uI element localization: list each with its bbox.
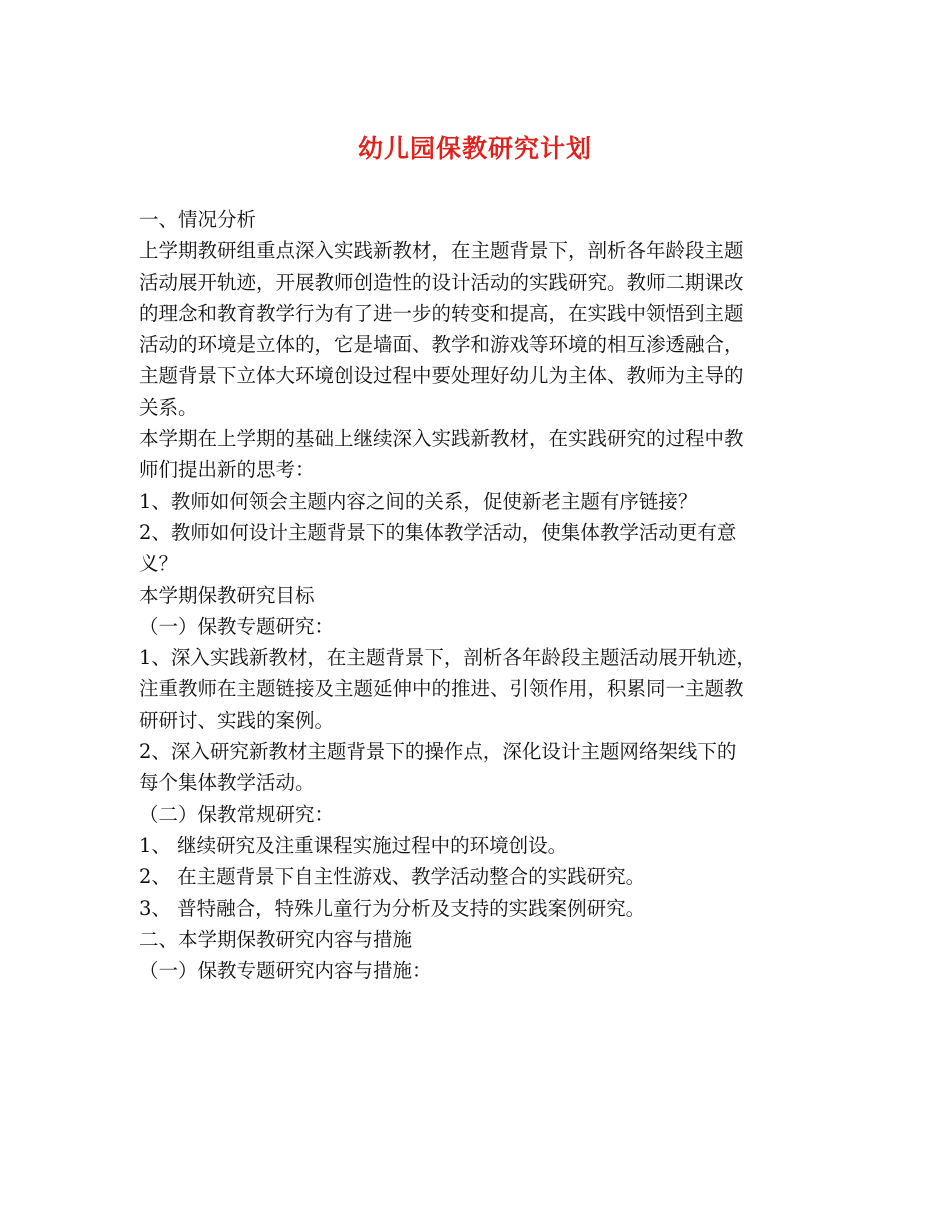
list-item: 1、深入实践新教材，在主题背景下，剖析各年龄段主题活动展开轨迹， xyxy=(139,646,756,670)
list-item: 研研讨、实践的案例。 xyxy=(139,708,335,732)
document-title: 幼儿园保教研究计划 xyxy=(357,134,592,163)
list-item: 3、 普特融合，特殊儿童行为分析及支持的实践案例研究。 xyxy=(139,896,646,920)
list-item: 1、教师如何领会主题内容之间的关系，促使新老主题有序链接？ xyxy=(139,489,698,513)
paragraph-line: 活动的环境是立体的，它是墙面、教学和游戏等环境的相互渗透融合， xyxy=(139,333,744,357)
list-item: 2、 在主题背景下自主性游戏、教学活动整合的实践研究。 xyxy=(139,865,646,889)
paragraph-line: 本学期在上学期的基础上继续深入实践新教材，在实践研究的过程中教 xyxy=(139,427,744,451)
paragraph-line: 师们提出新的思考： xyxy=(139,458,315,482)
section-heading: 二、本学期保教研究内容与措施 xyxy=(139,927,413,951)
subsection-heading: （一）保教专题研究： xyxy=(139,614,335,638)
section-heading: 本学期保教研究目标 xyxy=(139,583,315,607)
list-item: 每个集体教学活动。 xyxy=(139,771,315,795)
paragraph-line: 的理念和教育教学行为有了进一步的转变和提高，在实践中领悟到主题 xyxy=(139,301,744,325)
paragraph-line: 上学期教研组重点深入实践新教材，在主题背景下，剖析各年龄段主题 xyxy=(139,239,744,263)
list-item: 2、深入研究新教材主题背景下的操作点，深化设计主题网络架线下的 xyxy=(139,740,737,764)
list-item: 1、 继续研究及注重课程实施过程中的环境创设。 xyxy=(139,833,568,857)
document-body xyxy=(139,204,829,986)
list-item: 义？ xyxy=(139,552,179,576)
paragraph-line: 主题背景下立体大环境创设过程中要处理好幼儿为主体、教师为主导的 xyxy=(139,364,744,388)
paragraph-line: 活动展开轨迹，开展教师创造性的设计活动的实践研究。教师二期课改 xyxy=(139,270,744,294)
heading-situation-analysis: 一、情况分析 xyxy=(139,208,257,231)
paragraph-line: 关系。 xyxy=(139,395,198,419)
subsection-heading: （一）保教专题研究内容与措施： xyxy=(139,959,432,983)
list-item: 注重教师在主题链接及主题延伸中的推进、引领作用，积累同一主题教 xyxy=(139,677,744,701)
subsection-heading: （二）保教常规研究： xyxy=(139,802,335,826)
list-item: 2、教师如何设计主题背景下的集体教学活动，使集体教学活动更有意 xyxy=(139,520,737,544)
